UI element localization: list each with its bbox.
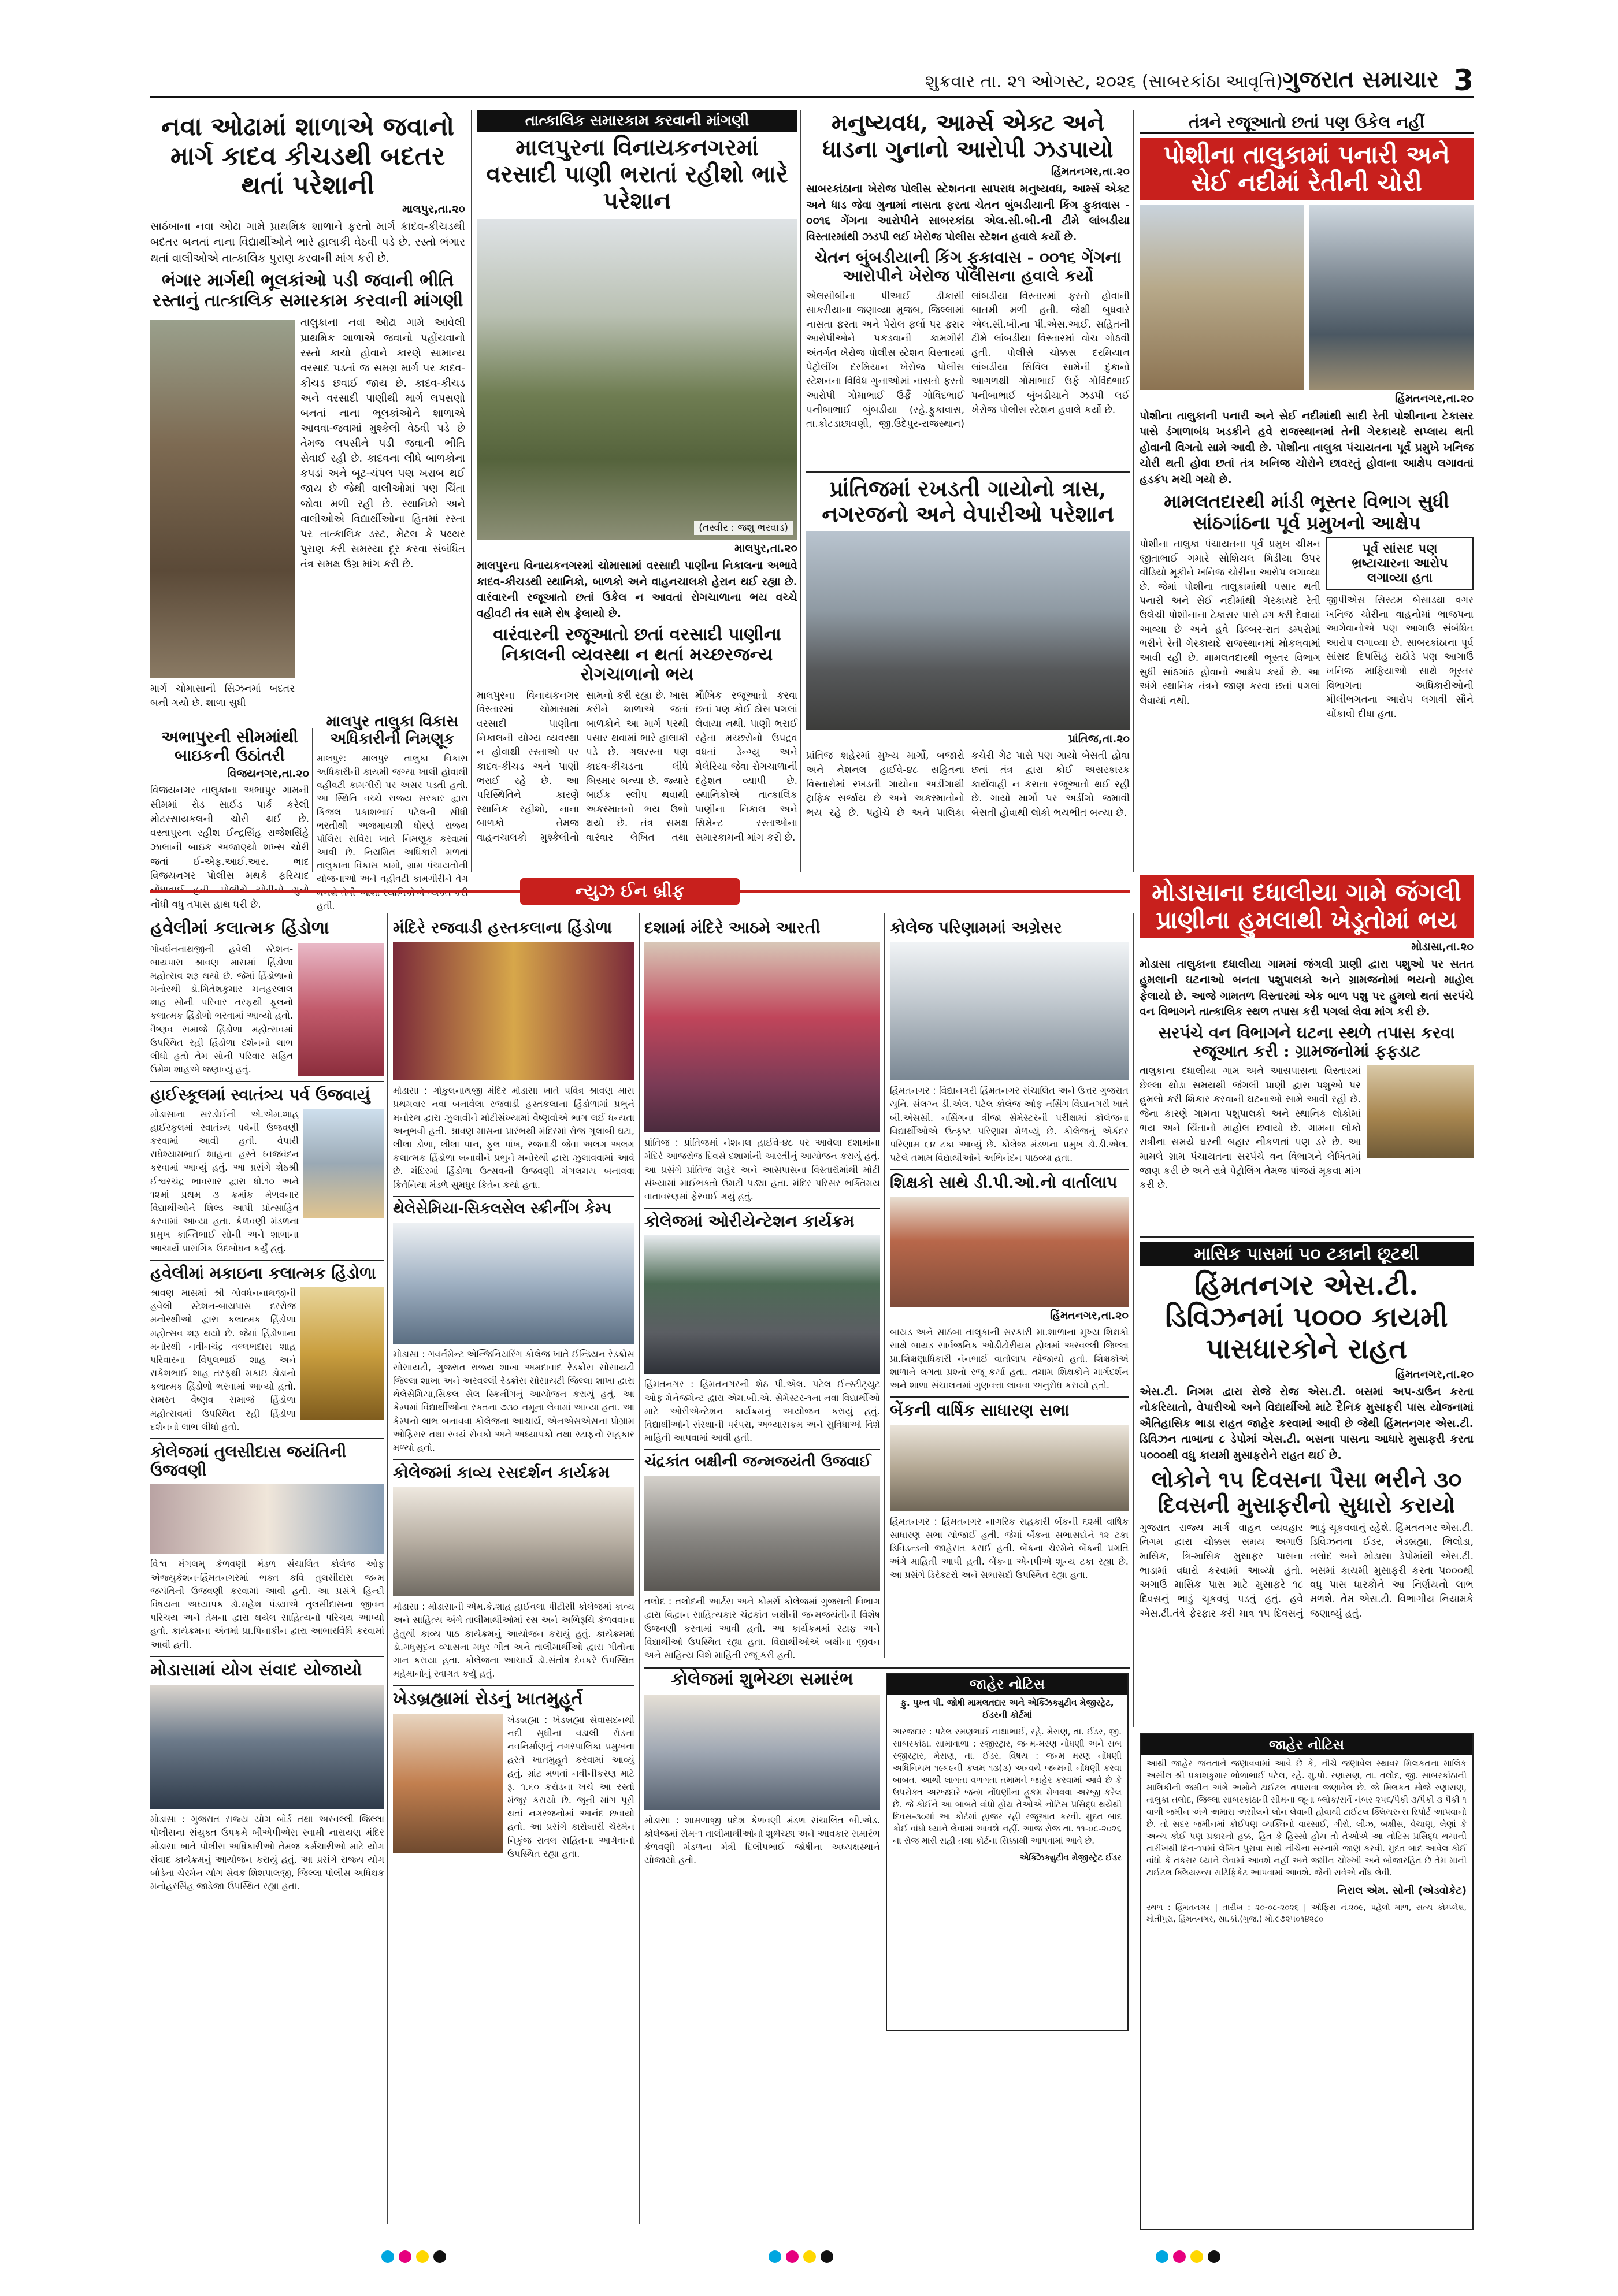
headline: હવેલીમાં મકાઇના કલાત્મક હિંડોળા [150,1263,376,1283]
notice-body: આથી જાહેર જનતાને જણાવવામાં આવે છે કે, નીચે જણાવેલ સ્થાવર મિલકતના માલિક અસીલ શ્રી પ્રકાશકુમાર ભોળાભાઈ પટેલ, રહે. મુ.પો. રણાસણ, તા. તલોદ, જી. સાબરકાંઠાની માલિકીની જમીન અંગે અમોને ટાઈટલ તપાસવા જણાવેલ છે. જે મિલકત મોજે રણાસણ, તાલુકા તલોદ, જિલ્લા સાબરકાંઠાની સીમના જૂના બ્લોક/સર્વે નંબર ૨૫૬/પૈકી ૩/પૈકી ૩ પૈકી ૧ વાળી જમીન અંગે અમારા અસીલને લોન લેવાની હોવાથી ટાઈટલ ક્લિયરન્સ રિપોર્ટ આપવાનો છે. તો સદર જમીનમાં કોઈપણ વ્યક્તિનો વારસાઈ, ગીરો, લીઝ, બક્ષીસ, વેચાણ, લેણાં કે અન્ય કોઈ પણ પ્રકારનો હક્ક, હિત કે હિસ્સો હોય તો તેઓએ આ નોટિસ પ્રસિદ્ધ થયાની તારીખથી દિન-૧૫માં લેખિત પુરાવા સાથે નીચેના સરનામે જાણ કરવી. મુદત બાદ આવેલ કોઈ વાંધો કે તકરાર ધ્યાને લેવામાં આવશે નહીં અને જમીન ચોખ્ખી અને બોજારહિત છે તેમ માની ટાઈટલ ક્લિયરન્સ સર્ટિફિકેટ આપવામાં આવશે. જેની સર્વેએ નોંધ લેવી. [1146,1758,1467,1878]
headline: શિક્ષકો સાથે ડી.પી.ઓ.નો વાર્તાલાપ [890,1173,1118,1192]
dateline: પ્રાંતિજ,તા.૨૦ [1068,733,1130,746]
body-text: ગુજરાત રાજ્ય માર્ગ વાહન વ્યવહાર નિગમ દ્વારા ચોક્કસ સમય અગાઉ માસિક, ત્રિ-માસિક મુસાફર પાસના ભાડામાં વધારો કરવામાં આવ્યો હતો. અગાઉ માસિક પાસ માટે મુસાફરે ૧૮ દિવસનું ભાડું ચૂકવવું પડતું હતું. હવે એસ.ટી.તંત્રે ફેરફાર કરી માત્ર ૧૫ દિવસનું ભાડું ચૂકવવાનું રહેશે. હિંમતનગર એસ.ટી. ડિવિઝનના ઈડર, ખેડબ્રહ્મા, ભિલોડા, તલોદ અને મોડાસા ડેપોમાંથી એસ.ટી. બસમાં કાયમી મુસાફરી કરતા ૫૦૦૦થી વધુ પાસ ધારકોને આ નિર્ણયનો લાભ મળશે. તેમ એસ.ટી. વિભાગીય નિયામકે જણાવ્યું હતું. [1140,1522,1474,1619]
body-text: શ્રાવણ માસમાં શ્રી ગોવર્ધનનાથજીની હવેલી સ્ટેશન-બાયપાસ દરરોજ મનોરથીઓ દ્વારા કલાત્મક હિંડોળા મહોત્સવ શરૂ થયો છે. જેમાં હિંડોળાના મનોરથી નવીનચંદ્ર વલ્લભદાસ શાહ પરિવારના વિપુલભાઈ શાહ અને રાકેશભાઈ શાહ તરફથી મકાઇ ડોડાનો કલાત્મક હિંડોળો ભરવામાં આવ્યો હતો. સમસ્ત વૈષ્ણવ સમાજે હિંડોળા મહોત્સવમાં ઉપસ્થિત રહી હિંડોળા દર્શનનો લાભ લીધો હતો. [150,1287,296,1432]
dateline: હિંમતનગર,તા.૨૦ [1050,1309,1129,1322]
edition-dateline: શુક્રવાર તા. ૨૧ ઓગસ્ટ, ૨૦૨૬ (સાબરકાંઠા આવૃત્તિ) [925,72,1283,92]
body-text: મોડાસા : ગવર્નમેન્ટ એન્જિનિયરિંગ કોલેજ ખાતે ઈન્ડિયન રેડક્રોસ સોસાયટી, ગુજરાત રાજ્ય શાખા અમદાવાદ રેડક્રોસ સોસાયટી જિલ્લા શાખા અને અરવલ્લી રેડક્રોસ સોસાયટી જિલ્લા શાખા દ્વારા થેલેસેમિયા,સિકલ સેલ સ્ક્રિનીંગનું આયોજન કરાયું હતું. આ કેમ્પમાં વિદ્યાર્થીઓના રક્તના ૭૩૦ નમૂના લેવામાં આવ્યા હતા. આ કેમ્પનો લાભ બનાવવા કોલેજના આચાર્ય, એનએસએસના પ્રોગ્રામ ઓફિસર તથા સ્વયં સેવકો અને અધ્યાપકો તથા સ્ટાફનો સહકાર મળ્યો હતો. [393,1348,634,1453]
brief-college-result [890,919,1129,1164]
headline: મંદિરે રજવાડી હસ્તકલાના હિંડોળા [393,918,613,937]
headline: દશામાં મંદિરે આઠમે આરતી [644,918,821,937]
brief-tulsidas-jayanti [150,1438,384,1651]
notice-signature: નિરાલ એમ. સોની (એડવોકેટ) [1337,1885,1467,1897]
brief-bank-agm [890,1396,1129,1581]
public-notice-1 [886,1673,1129,2031]
lede: સાઠંબાના નવા ઓઢા ગામે પ્રાથમિક શાળાને ફરતો માર્ગ કાદવ-કીચડથી બદતર બનતાં નાના વિદ્યાર્થીઓને ભારે હાલાકી વેઠવી પડે છે. રસ્તો ભંગાર થતાં વાલીઓએ તાત્કાલિક પુરાણ કરવાની માંગ કરી છે. [150,220,465,265]
article-school-road [150,113,465,722]
notice-title: જાહેર નોટિસ [1141,1734,1472,1755]
newspaper-name: ગુજરાત સમાચાર [1282,66,1439,93]
column-rule [471,110,472,872]
column-rule [1133,110,1134,872]
brief-dashama-aarti [644,919,880,1203]
tulsidas-event-photo [150,1484,384,1554]
headline-banner [1140,138,1474,200]
subheadline: ચેતન બુંબડીયાની કિંગ ફુકાવાસ - ૦૦૧૬ ગેંગના આરોપીને ખેરોજ પોલીસના હવાલે કર્યો [814,248,1122,286]
headline: કોલેજમાં શુભેચ્છા સમારંભ [671,1669,853,1689]
column-rule [312,728,313,872]
headline: હાઈસ્કૂલમાં સ્વાતંત્ર્ય પર્વ ઉજવાયું [150,1084,370,1104]
dateline: માલપુર,તા.૨૦ [402,202,465,216]
body-text: હિંમતનગર : હિંમતનગર નાગરિક સહકારી બેંકની ૬૨મી વાર્ષિક સાધારણ સભા યોજાઈ હતી. જેમાં બેંકના સભાસદોને ૧૨ ટકા ડિવિડન્ડની જાહેરાત કરાઈ હતી. બેંકના ચેરમેને બેંકની પ્રગતિ અંગે માહિતી આપી હતી. બેંકના એનપીએ શૂન્ય ટકા રહ્યા છે. આ પ્રસંગે ડિરેક્ટરો અને સભાસદો ઉપસ્થિત રહ્યા હતા. [890,1515,1129,1581]
orientation-photo [644,1235,880,1374]
lede: પોશીના તાલુકાની પનારી અને સેઈ નદીમાંથી સાદી રેતી પોશીનાના ટેકાસર પાસે ડંગાળાબંધ ખડકીને હવે રાજસ્થાનમાં તેની ગેરકાયદે સપ્લાય થતી હોવાની વિગતો સામે આવી છે. પોશીના તાલુકા પંચાયતના પૂર્વ પ્રમુખે ખનિજ ચોરી થતી હોવા છતાં તંત્ર ખનિજ ચોરોને છાવરતું હોવાના આક્ષેપ લગાવતાં હડકંપ મચી ગયો છે. [1140,409,1474,486]
brief-road-inauguration [393,1685,634,1860]
headline: મોડાસામાં યોગ સંવાદ યોજાયો [150,1659,362,1680]
print-registration-marks [1156,2250,1220,2263]
headline: મોડાસાના દધાલીયા ગામે જંગલી પ્રાણીના હુમલાથી ખેડૂતોમાં ભય [1152,878,1461,935]
dateline: હિંમતનગર,તા.૨૦ [1395,1368,1474,1381]
dateline: મોડાસા,તા.૨૦ [1411,940,1474,953]
body-text: એલસીબીના પીઆઈ ડીકાસી સાકરીયાના જણાવ્યા મુજબ, જિલ્લામાં નાસતા ફરતા અને પેરોલ ફર્લો પર ફરાર આરોપીઓને પકડવાની કામગીરી અંતર્ગત ખેરોજ પોલીસ સ્ટેશન વિસ્તારમાં પેટ્રોલીંગ દરમિયાન ખેરોજ પોલીસ સ્ટેશનના વિવિધ ગુનાઓમાં નાસતો ફરતો આરોપી ગોમાભાઈ ઉર્ફે ગોવિંદભાઈ પનીબાભાઈ બુંબડીયા (રહે.ફુકાવાસ, તા.કોટડાછાવણી, જી.ઉદેપુર-રાજસ્થાન) લાંબડીયા વિસ્તારમાં ફરતો હોવાની બાતમી મળી હતી. જેથી બુધવારે એલ.સી.બી.ના પી.એસ.આઈ. સહિતની ટીમે લાંબડીયા વિસ્તારમાં વોચ ગોઠવી હતી. પોલીસે ચોક્કસ દરમિયાન લાંબડીયા સિવિલ સામેની દુકાનો આગળથી ગોમાભાઈ ઉર્ફે ગોવિંદભાઈ પનીબાભાઈ બુંબડીયાને ઝડપી લઈ ખેરોજ પોલીસ સ્ટેશન હવાલે કર્યો છે. [806,290,1130,430]
article-sand-theft [1140,113,1474,872]
body-text: તાલુકાના નવા ઓઢા ગામે આવેલી પ્રાથમિક શાળાએ જવાનો પહોંચવાનો રસ્તો કાચો હોવાને કારણે સામાન્ય વરસાદ પડતાં જ સમગ્ર માર્ગ પર કાદવ-કીચડ છવાઈ જાય છે. કાદવ-કીચડ અને વરસાદી પાણીથી માર્ગ લપસણો બનતાં નાના ભૂલકાંઓને શાળાએ આવવા-જવામાં મુશ્કેલી વેઠવી પડે છે તેમજ લપસીને પડી જવાની ભીતિ સેવાઈ રહી છે. કાદવના લીધે બાળકોના કપડાં અને બૂટ-ચંપલ પણ ખરાબ થઈ જાય છે જેથી વાલીઓમાં પણ ચિંતા જોવા મળી રહી છે. સ્થાનિકો અને વાલીઓએ વિદ્યાર્થીઓના હિતમાં રસ્તા પર તાત્કાલિક ડસ્ટ, મેટલ કે પથ્થર પુરાણ કરી સમસ્યા દૂર કરવા સંબંધિત તંત્ર સમક્ષ ઉગ્ર માંગ કરી છે. [300,317,465,570]
article-wild-animal [1140,875,1474,1231]
brief-poetry-program [393,1459,634,1680]
maize-hindola-photo [300,1287,384,1420]
brief-column-2 [393,919,634,2230]
brief-orientation [644,1208,880,1444]
lede: સાબરકાંઠાના ખેરોજ પોલીસ સ્ટેશનના સાપરાધ મનુષ્યવધ, આર્મ્સ એક્ટ અને ધાડ જેવા ગુનામાં નાસતા ફરતા ચેતન બુંબડીયાની કિંગ ફુકાવાસ - ૦૦૧૬ ગેંગના આરોપીને સાબરકાંઠા એલ.સી.બી.ની ટીમે લાંબડીયા વિસ્તારમાંથી ઝડપી લઈ ખેરોજ પોલીસ સ્ટેશન હવાલે કર્યો છે. [806,183,1130,243]
rajwadi-hindola-photo [393,942,634,1080]
lede: માલપુરના વિનાયકનગરમાં ચોમાસામાં વરસાદી પાણીના નિકાલના અભાવે કાદવ-કીચડથી સ્થાનિકો, બાળકો અને વાહનચાલકો હેરાન થઈ રહ્યા છે. વારંવારની રજૂઆતો છતાં ઉકેલ ન આવતાં રોગચાળાના ભય વચ્ચે વહીવટી તંત્ર સામે રોષ ફેલાયો છે. [477,559,797,620]
news-in-brief-label: ન્યુઝ ઈન બ્રીફ [520,878,740,905]
print-registration-marks [769,2250,833,2263]
headline: કોલેજમાં કાવ્ય રસદર્શન કાર્યક્રમ [393,1463,610,1483]
public-notice-2 [1140,1733,1474,2230]
nursing-students-photo [890,942,1129,1080]
notice-signature: એક્ઝિક્યુટીવ મેજીસ્ટ્રેટ ઈડર [1019,1852,1122,1863]
body-text: વિશ્વ મંગલમ્ કેળવણી મંડળ સંચાલિત કોલેજ ઓફ એજ્યુકેશન-હિંમતનગરમાં ભક્ત કવિ તુલસીદાસ જન્મ જયંતિની ઉજવણી કરવામાં આવી હતી. આ પ્રસંગે હિન્દી વિષયના અધ્યાપક ડૉ.મહેશ પંડ્યાએ તુલસીદાસના જીવન પરિચય અને તેમના દ્વારા થયેલ સાહિત્યનો પરિચય આપ્યો હતો. કાર્યક્રમના અંતમાં પ્રા.પિનાકીન દ્વારા આભારવિધિ કરવામાં આવી હતી. [150,1558,384,1650]
waterlogged-road-photo [477,219,797,540]
body-text: તલોદ : તલોદની આર્ટસ અને કોમર્સ કોલેજમાં ગુજરાતી વિભાગ દ્વારા વિદ્વાન સાહિત્યકાર ચંદ્રકાંત બક્ષીની જન્મજયંતીની વિશેષ ઉજવણી કરવામાં આવી હતી. આ કાર્યક્રમમાં સ્ટાફ અને વિદ્યાર્થીઓ ઉપસ્થિત રહ્યા હતા. વિદ્યાર્થીઓએ બક્ષીના જીવન અને સાહિત્ય વિશે માહિતી રજૂ કરી હતી. [644,1596,880,1660]
headline: થેલેસેમિયા-સિકલસેલ સ્ક્રીનીંગ કેમ્પ [393,1199,611,1217]
kicker: તંત્રને રજૂઆતો છતાં પણ ઉકેલ નહીં [1140,113,1474,134]
aarti-crowd-photo [644,942,880,1132]
article-tdo-appointment [317,713,468,911]
article-bike-theft [150,727,309,911]
notice-title: જાહેર નોટિસ [887,1674,1127,1695]
cattle-on-road-photo [806,531,1130,730]
road-ceremony-photo [393,1714,503,1853]
brief-dpo-talk [890,1169,1129,1392]
headline: મનુષ્યવધ, આર્મ્સ એક્ટ અને ધાડના ગુનાનો આરોપી ઝડપાયો [822,109,1114,163]
body-text: હિંમતનગર : હિંમતનગરની શેઠ પી.એલ. પટેલ ઈન્સ્ટીટ્યુટ ઓફ મેનેજમેન્ટ દ્વારા એમ.બી.એ. સેમેસ્ટર-૧ના નવા વિદ્યાર્થીઓ માટે ઓરીએન્ટેશન કાર્યક્રમનું આયોજન કરાયું હતું. વિદ્યાર્થીઓને સંસ્થાની પરંપરા, અભ્યાસક્રમ અને સુવિધાઓ વિશે માહિતી આપવામાં આવી હતી. [644,1379,880,1444]
article-accused-arrested [806,110,1130,468]
headline: અભાપુરની સીમમાંથી બાઇકની ઉઠાંતરી [161,727,298,766]
photo-credit: (તસ્વીર : જશુ ભરવાડ) [694,521,793,535]
poetry-program-photo [393,1487,634,1596]
subheadline: મામલતદારથી માંડી ભૂસ્તર વિભાગ સુધી સાંઠગાંઠના પૂર્વ પ્રમુખનો આક્ષેપ [1164,491,1449,534]
headline: કોલેજમાં તુલસીદાસ જયંતિની ઉજવણી [150,1442,347,1480]
body-text: બાયડ અને સાઠંબા તાલુકાની સરકારી મા.શાળાના મુખ્ય શિક્ષકો સાથે બાયડ સાર્વજનિક ઓડીટોરીયમ હોલમાં અરવલ્લી જિલ્લા પ્રા.શિક્ષણાધિકારી નેનભાઈ વાર્તાલાપ યોજાયો હતો. શિક્ષકોએ શાળાને લગતા પ્રશ્નો રજૂ કર્યા હતા. તમામ શિક્ષકોને માર્ગદર્શન અને શાળા સંચાલનમાં ગુણવત્તા લાવવા અનુરોધ કરાયો હતો. [890,1326,1129,1391]
headline: કોલેજમાં ઓરીયેન્ટેશન કાર્યક્રમ [644,1212,855,1231]
brief-college-greeting [644,1670,880,2219]
brief-makai-hindola [150,1260,384,1433]
headline-banner [1140,875,1474,938]
bakshi-event-photo [644,1476,880,1591]
notice-court: ફુ. પુખ્ત પી. જોષી મામલતદાર અને એક્ઝિક્યુટીવ મેજીસ્ટ્રેટ, ઈડરની કોર્ટમાં [900,1697,1114,1720]
news-in-brief-band [150,877,1130,906]
headline: હિંમતનગર એસ.ટી. ડિવિઝનમાં ૫૦૦૦ કાયમી પાસધારકોને રાહત [1165,1269,1448,1366]
subheadline: વારંવારની રજૂઆતો છતાં વરસાદી પાણીના નિકાલની વ્યવસ્થા ન થતાં મચ્છરજન્ય રોગચાળાનો ભય [493,625,781,685]
brief-independence-day [150,1081,384,1255]
headline: માલપુર તાલુકા વિકાસ અધિકારીની નિમણૂક [326,713,459,748]
headline: નવા ઓઢામાં શાળાએ જવાનો માર્ગ કાદવ કીચડથી બદતર થતાં પરેશાની [161,112,455,200]
flag-hoisting-photo [303,1109,384,1218]
headline: બેંકની વાર્ષિક સાધારણ સભા [890,1400,1070,1420]
brief-screening-camp [393,1196,634,1454]
side-box-heading: પૂર્વ સાંસદ પણ ભ્રષ્ટાચારના આરોપ લગાવ્યા હતા [1326,537,1474,590]
brief-rajwadi-hindola [393,919,634,1191]
body-text: મોડાસાના સરડોઈની એ.એમ.શાહ હાઈસ્કૂલમાં સ્વાતંત્ર્ય પર્વની ઉજવણી કરવામાં આવી હતી. વેપારી રાધેશ્યામભાઈ શાહના હસ્તે ધ્વજવંદન કરવામાં આવ્યું હતું. આ પ્રસંગે શેઠશ્રી ઈશ્વરચંદ્ર ભાવસાર દ્વારા ધો.૧૦ અને ૧૨માં પ્રથમ ૩ ક્રમાંક મેળવનાર વિદ્યાર્થીઓને શિલ્ડ આપી પ્રોત્સાહિત કરવામાં આવ્યા હતા. કેળવણી મંડળના પ્રમુખ કાન્તિભાઈ સોની અને શાળાના આચાર્યે પ્રાસંગિક ઉદબોધન કર્યું હતું. [150,1108,299,1254]
yoga-event-photo [150,1685,384,1809]
body-text: ખેડબ્રહ્મા : ખેડબ્રહ્મા સેવાસદનથી નદી સુધીના વડાલી રોડના નવનિર્માણનું નગરપાલિકા પ્રમુખના હસ્તે ખાતમુહૂર્ત કરવામાં આવ્યું હતું. ગ્રાંટ મળતાં નવીનીકરણ માટે રૂ. ૧.૬૦ કરોડના ખર્ચે આ રસ્તો મંજૂર કરાયો છે. જૂની માંગ પૂરી થતાં નગરજનોમાં આનંદ છવાયો હતો. આ પ્રસંગે કારોબારી ચેરમેન નિકુંજ રાવલ સહિતના આગેવાનો ઉપસ્થિત રહ્યા હતા. [507,1714,634,1859]
body-text: પોશીના તાલુકા પંચાયતના પૂર્વ પ્રમુખ ચીમન જીતાભાઈ ગમારે સોશિયલ મિડીયા ઉપર વીડિયો મૂકીને ખનિજ ચોરીના આરોપ લગાવ્યા છે. જેમાં પોશીના તાલુકામાંથી પસાર થતી પનારી અને સેઈ નદીમાંથી ગેરકાયદે રેતી ઉલેચી પોશીનાના ટેકાસર પાસે ઢગ કરી દેવાયાં આવ્યા છે અને હવે ડિલ્બર-રાત ડમ્પરોમાં ભરીને રેતી ગેરકાયદે રાજસ્થાનમાં મોકલવામાં આવી રહી છે. મામલતદારથી ભૂસ્તર વિભાગ સુધી સાંઠગાંઠ હોવાનો આક્ષેપ કર્યો છે. આ અંગે સ્થાનિક તંત્રને જાણ કરવા છતાં પગલાં લેવાયાં નથી. [1140,538,1320,707]
brief-column-1 [150,919,384,2230]
cow-photo [1367,1065,1474,1158]
brief-column-3 [644,919,880,1664]
bank-meeting-photo [890,1425,1129,1511]
article-st-pass [1140,1236,1474,1727]
page-number: 3 [1453,64,1474,97]
headline: માલપુરના વિનાયકનગરમાં વરસાદી પાણી ભરાતાં રહીશો ભારે પરેશાન [486,134,788,214]
dateline: વિજયનગર,તા.૨૦ [227,767,309,781]
headline: પોશીના તાલુકામાં પનારી અને સેઈ નદીમાં રેતીની ચોરી [1163,140,1450,197]
kicker: માસિક પાસમાં ૫૦ ટકાની છૂટથી [1140,1242,1474,1266]
truck-photo [1309,205,1474,390]
brief-yoga-samvad [150,1656,384,1893]
article-vinayaknagar-water [477,110,797,872]
body-text: પ્રાંતિજ શહેરમાં મુખ્ય માર્ગો, બજારો અને નેશનલ હાઈવે-૪૮ સહિતના વિસ્તારોમાં રખડતી ગાયોના અડીંગાથી ટ્રાફિક સર્જાય છે અને અકસ્માતોનો ભય રહે છે. પહોંચે છે અને પાલિકા કચેરી ગેટ પાસે પણ ગાયો બેસતી હોવા છતાં તંત્ર દ્વારા કોઈ અસરકારક કાર્યવાહી ન કરાતા રજૂઆતો થઈ રહી છે. ગાયો માર્ગો પર અડીંગો જમાવી બેસતી હોવાથી લોકો ભયભીત બન્યા છે. [806,750,1130,819]
brief-bakshi-jayanti [644,1449,880,1662]
body-text: માલપુર: માલપુર તાલુકા વિકાસ અધિકારીની કાયમી જગ્યા ખાલી હોવાથી વહીવટી કામગીરી પર અસર પડતી હતી. આ સ્થિતિ વચ્ચે રાજ્ય સરકાર દ્વારા કિંજલ પ્રકાશભાઈ પટેલની સીધી ભરતીથી અજમાયશી ધોરણે રાજ્ય પોલિસ સર્વિસ ખાતે નિમણૂક કરવામાં આવી છે. નિયમિત અધિકારી મળતાં તાલુકાના વિકાસ કામો, ગ્રામ પંચાયતોની યોજનાઓ અને વહીવટી કામગીરીને વેગ હતી. [317,752,468,911]
greeting-event-photo [644,1695,880,1810]
masthead [150,64,1474,98]
screening-camp-photo [393,1223,634,1344]
column-rule [1133,913,1134,1727]
headline: હવેલીમાં કલાત્મક હિંડોળા [150,918,329,938]
notice-body: અરજદાર : પટેલ રમણભાઈ નાથાભાઈ, રહે. મેસણ, તા. ઈડર, જી. સાબરકાંઠા. સામાવાળા : રજીસ્ટ્રાર, જન્મ-મરણ નોંધણી અને સબ રજીસ્ટ્રાર, મેસણ, તા. ઈડર. વિષય : જન્મ મરણ નોંધણી અધિનિયમ ૧૯૬૯ની કલમ ૧૩(૩) અન્વયે જન્મની નોંધણી કરવા બાબત. આથી લાગતા વળગતા તમામને જાહેર કરવામાં આવે છે કે ઉપરોક્ત અરજદારે જન્મ નોંધણીના હુકમ મેળવવા અરજી કરેલ છે. જે કોઈને આ બાબતે વાંધો હોય તેઓએ નોટિસ પ્રસિદ્ધ થયેથી દિવસ-૩૦માં આ કોર્ટમાં હાજર રહી રજૂઆત કરવી. મુદત બાદ કોઈ વાંધો ધ્યાને લેવામાં આવશે નહીં. આજ રોજ તા. ૧૧-૦૮-૨૦૨૬ ના રોજ મારી સહી તથા કોર્ટના સિક્કાથી આપવામાં આવે છે. [893,1726,1122,1846]
subheadline: સરપંચે વન વિભાગને ઘટના સ્થળે તપાસ કરવા રજૂઆત કરી : ગ્રામજનોમાં ફફડાટ [1158,1023,1455,1061]
body-text: મોડાસા : ગુજરાત રાજ્ય યોગ બોર્ડ તથા અરવલ્લી જિલ્લા પોલીસના સંયુક્ત ઉપક્રમે બીએપીએસ સ્વામી નારાયણ મંદિર મોડાસા ખાતે પોલીસ અધિકારીઓ તેમજ કર્મચારીઓ માટે યોગ સંવાદ કાર્યક્રમનું આયોજન કરાયું હતું. આ પ્રસંગે રાજ્ય યોગ બોર્ડના ચેરમેન યોગ સેવક શિશપાલજી, જિલ્લા પોલીસ અધિક્ષક મનોહરસિંહ જાડેજા ઉપસ્થિત રહ્યા હતા. [150,1814,384,1892]
body-text: ગોવર્ધનનાથજીની હવેલી સ્ટેશન-બાયપાસ શ્રાવણ માસમાં હિંડોળા મહોત્સવ શરૂ થયો છે. જેમાં હિંડોળાનો મનોરથી ડો.મિતેશકુમાર મનહરલાલ શાહ સોની પરિવાર તરફથી ફૂલનો કલાત્મક હિંડોળો ભરવામાં આવ્યો હતો. વૈષ્ણવ સમાજે હિંડોળા મહોત્સવમાં ઉપસ્થિત રહી હિંડોળા દર્શનનો લાભ લીધો હતો તેમ સોની પરિવાર સહિત ઉમેશ શાહએ જણાવ્યું હતું. [150,943,293,1075]
notice-footer: સ્થળ : હિંમતનગર | તારીખ : ૨૦-૦૮-૨૦૨૬ | ઓફિસ નં.૨૦૯, પહેલો માળ, સત્ય કોમ્પ્લેક્ષ, મોતીપુરા, હિંમતનગર, સા.કાં.(ગુજ.) મો.૯૭૨૫૦૧૪૨૮૦ [1146,1903,1467,1924]
body-text: પ્રાંતિજ : પ્રાંતિજમાં નેશનલ હાઈવે-૪૮ પર આવેલા દશામાંના મંદિરે આજરોજ દિવસે દશામાંની આરતીનું આયોજન કરાયું હતું. આ પ્રસંગે પ્રાંતિજ શહેર અને આસપાસના વિસ્તારોમાંથી મોટી સંખ્યામાં માઈભક્તો ઉમટી પડ્યા હતા. મંદિર પરિસર ભક્તિમય વાતાવરણમાં ફેરવાઈ ગયું હતું. [644,1137,880,1202]
column-rule [639,913,640,2224]
brief-column-4 [890,919,1129,1727]
lede: એસ.ટી. નિગમ દ્વારા રોજે રોજ એસ.ટી. બસમાં અપ-ડાઉન કરતા નોકરિયાતો, વેપારીઓ અને વિદ્યાર્થીઓ માટે દૈનિક મુસાફરી પાસ યોજનામાં ઐતિહાસિક ભાડા રાહત જાહેર કરવામાં આવી છે જેથી હિંમતનગર એસ.ટી. ડિવિઝન તાબાના ૮ ડેપોમાં એસ.ટી. બસના પાસના આધારે મુસાફરી કરતા ૫૦૦૦થી વધુ કાયમી મુસાફરોને રાહત થઈ છે. [1140,1385,1474,1462]
body-text: વિજયનગર તાલુકાના અભાપુર ગામની સીમમાં રોડ સાઈડ પાર્ક કરેલી મોટરસાયકલની ચોરી થઈ છે. વસ્તાપુરના રહીશ ઈન્દ્રસિંહ રાજેશસિંહે ઝાલાની બાઇક અજાણ્યો શખ્સ ચોરી જતાં ઈ-એફ.આઈ.આર. ભાદ વિજયનગર પોલીસ મથકે ફરિયાદ નોંધી વધુ તપાસ હાથ ધરી છે. [150,785,309,911]
print-registration-marks [381,2250,446,2263]
column-rule [800,110,801,872]
photo-caption: માર્ગ ચોમાસાની સિઝનમાં બદતર બની ગયો છે. શાળા સુધી [150,683,295,709]
dateline: હિંમતનગર,તા.૨૦ [1051,165,1130,178]
body-text: હિંમતનગર : વિદ્યાનગરી હિંમતનગર સંચાલિત અને ઉત્તર ગુજરાત યુનિ. સંલગ્ન ડી.એલ. પટેલ કોલેજ ઓફ નર્સિંગ વિદ્યાનગરી ખાતે બી.એસસી. નર્સિંગના ત્રીજા સેમેસ્ટરની પરીક્ષામાં કોલેજના વિદ્યાર્થીઓએ ઉત્કૃષ્ટ પરિણામ મેળવ્યું છે. કોલેજનું એકંદર પરિણામ ૯૪ ટકા આવ્યું છે. કોલેજ મંડળના પ્રમુખ ડૉ.ડી.એલ. પટેલે તમામ વિદ્યાર્થીઓને અભિનંદન પાઠવ્યા હતા. [890,1085,1129,1164]
side-box-text: જીપીએસ સિસ્ટમ બેસાડ્યા વગર ખનિજ ચોરીના વાહનોમાં ભાજપના આગેવાનોએ પણ આગાઉ સંબંધિત આરોપ લગાવ્યા છે. સાબરકાંઠાના પૂર્વ સાંસદ દિપસિંહ રાઠોડે પણ આગાઉ ખનિજ માફિયાઓ સાથે ભૂસ્તર વિભાગના અધિકારીઓની મીલીભગતના આરોપ લગાવી સૌને ચોંકાવી દીધા હતા. [1326,594,1474,720]
body-text: મોડાસા : શામળાજી પ્રદેશ કેળવણી મંડળ સંચાલિત બી.એડ. કોલેજમાં સેમ-૧ તાલીમાર્થીઓનો શુભેચ્છા અને આવકાર સમારંભ કેળવણી મંડળના મંત્રી દિલીપભાઈ જોષીના અધ્યક્ષસ્થાને યોજાયો હતો. [644,1814,880,1866]
body-text: મોડાસા : ગોકુલનાથજી મંદિર મોડાસા ખાતે પવિત્ર શ્રાવણ માસ પ્રથમવાર નવા બનાવેલા રજવાડી હસ્તકલાના હિંડોળામાં પ્રભુને મનોરથ દ્વારા ઝુલાવીને મોટીસંખ્યામાં વૈષ્ણવોએ ભાગ લઈ ધન્યતા અનુભવી હતી. શ્રાવણ માસના પ્રારંભથી મંદિરમાં રોજ ગુલાબી ઘટા, લીલા ડોળા, લીલા પાન, ફુલ પાંખ, રજવાડી જેવા અલગ અલગ કલાત્મક હિંડોળા બનાવીને પ્રભુને મનોરથી દ્વારા ઝુલાવવામાં આવે છે. મંદિરમાં હિંડોળા ઉત્સવની ઉજવણી મંગલમય બનાવવા કિર્તનિયા મંડળે સુમધુર કિર્તન કર્યા હતા. [393,1085,634,1190]
headline: કોલેજ પરિણામમાં અગ્રેસર [890,918,1062,937]
article-stray-cattle [806,471,1130,872]
headline: ખેડબ્રહ્મામાં રોડનું ખાતમુહૂર્ત [393,1689,583,1710]
teachers-meeting-photo [890,1197,1129,1307]
body-text: માલપુરના વિનાયકનગર વિસ્તારમાં ચોમાસામાં વરસાદી પાણીના નિકાલની યોગ્ય વ્યવસ્થા ન હોવાથી રસ્તાઓ પર કાદવ-કીચડ અને પાણી ભરાઈ રહે છે. આ પરિસ્થિતિને કારણે સ્થાનિક રહીશો, નાના બાળકો તેમજ વાહનચાલકો મુશ્કેલીનો સામનો કરી રહ્યા છે. ખાસ કરીને શાળાએ જતાં બાળકોને આ માર્ગ પરથી પસાર થવામાં ભારે હાલાકી પડે છે. ગલરસ્તા પણ કાદવ-કીચડના લીધે બિસ્માર બન્યા છે. જ્યારે બાઈક સ્લીપ થવાથી અકસ્માતનો ભય ઉભો થયો છે. તંત્ર સમક્ષ વારંવાર લેખિત તથા મૌખિક રજૂઆતો કરવા છતાં પણ કોઈ ઠોસ પગલાં લેવાયા નથી. પાણી ભરાઈ રહેતા મચ્છરોનો ઉપદ્રવ વધતાં ડેન્ગ્યુ અને મેલેરિયા જેવા રોગચાળાની દહેશત વ્યાપી છે. સ્થાનિકોએ તાત્કાલિક પાણીના નિકાલ અને સિમેન્ટ રસ્તાઓના સમારકામની માંગ કરી છે. [477,689,797,844]
hindola-photo [298,943,384,1076]
column-rule [884,913,885,1658]
kicker: તાત્કાલિક સમારકામ કરવાની માંગણી [477,110,797,132]
road-mud-photo [150,320,295,678]
subheadline: લોકોને ૧૫ દિવસના પૈસા ભરીને ૩૦ દિવસની મુસાફરીનો સુધારો કરાયો [1151,1466,1462,1518]
brief-haveli-hindola [150,919,384,1076]
headline: પ્રાંતિજમાં રખડતી ગાયોનો ત્રાસ, નગરજનો અને વેપારીઓ પરેશાન [822,475,1114,527]
subheadline: ભંગાર માર્ગથી ભૂલકાંઓ પડી જવાની ભીતિ રસ્તાનું તાત્કાલિક સમારકામ કરવાની માંગણી [152,270,463,311]
column-rule [387,913,388,2224]
body-text: તાલુકાના દધાલીયા ગામ અને આસપાસના વિસ્તારમાં છેલ્લા થોડા સમયથી જંગલી પ્રાણી દ્વારા પશુઓ પર હુમલો કરી શિકાર કરવાની ઘટનાઓ સામે આવી રહી છે. જેના કારણે ગામના પશુપાલકો અને સ્થાનિક લોકોમાં ભય અને ચિંતાનો માહોલ છવાયો છે. ગામના લોકો રાત્રીના સમયે ઘરની બહાર નીકળતાં પણ ડરે છે. આ મામલે ગ્રામ પંચાયતના સરપંચે વન વિભાગને લેખિતમાં જાણ કરી છે અને રાત્રે પેટ્રોલિંગ તેમજ પાંજરાં મૂકવા માંગ કરી છે. [1140,1065,1361,1191]
dateline: માલપુર,તા.૨૦ [734,542,797,555]
lede: મોડાસા તાલુકાના દધાલીયા ગામમાં જંગલી પ્રાણી દ્વારા પશુઓ પર સતત હુમલાની ઘટનાઓ બનતા પશુપાલકો અને ગ્રામજનોમાં ભયનો માહોલ ફેલાયો છે. આજે ગામતળ વિસ્તારમાં એક બાળ પશુ પર હુમલો થતાં સરપંચે વન વિભાગને તાત્કાલિક સ્થળ તપાસ કરી પગલાં લેવા માંગ કરી છે. [1140,957,1474,1019]
body-text: મોડાસા : મોડાસાની એમ.કે.શાહ હાઈવલા પીટીસી કોલેજમાં કાવ્ય અને સાહિત્ય અંગે તાલીમાર્થીઓમાં રસ અને અભિરૂચિ કેળવવાના હેતુથી કાવ્ય પાઠ કાર્યક્રમનું આયોજન કરાયું હતું. કાર્યક્રમમાં ડૉ.મધુસૂદન વ્યાસના મધુર ગીત અને તાલીમાર્થીઓ દ્વારા ગીતોના ગાન કરાયા હતા. કોલેજના આચાર્ય ડૉ.સંતોષ દેવકરે ઉપસ્થિત મહેમાનોનું સ્વાગત કર્યું હતું. [393,1601,634,1680]
dateline: હિંમતનગર,તા.૨૦ [1395,392,1474,405]
headline: ચંદ્રકાંત બક્ષીની જન્મજયંતી ઉજવાઈ [644,1453,871,1471]
sand-pile-photo [1140,205,1304,390]
